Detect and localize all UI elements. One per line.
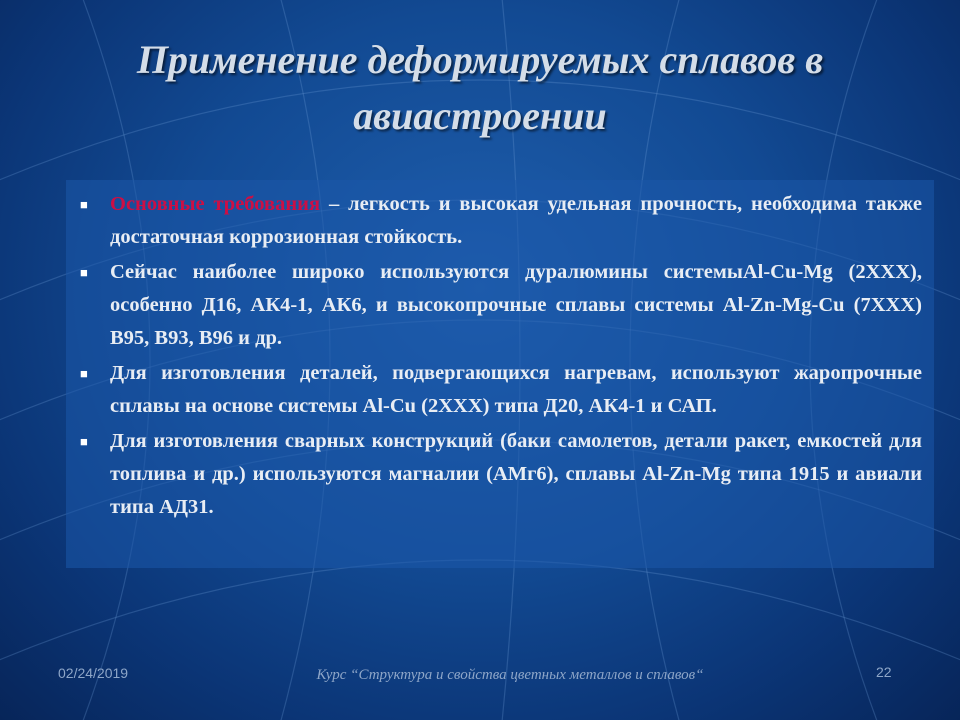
footer-course-title: Курс “Структура и свойства цветных металлов и сплавов“ — [316, 667, 704, 683]
bullet-text: Для изготовления деталей, подвергающихся нагревам, используют жаропрочные сплавы на основе системы Al-Cu (2ХХХ) типа Д20, АК4-1 и САП. — [110, 362, 922, 417]
slide-title-line-1: Применение деформируемых сплавов в — [136, 37, 824, 82]
bullet-text: Для изготовления сварных конструкций (баки самолетов, детали ракет, емкостей для топлива и др.) используются магналии (АМг6), сплавы Al-Zn-Mg типа 1915 и авиали типа АД31. — [110, 430, 922, 518]
bullet-list — [78, 188, 922, 524]
square-bullet-icon: ■ — [80, 366, 88, 381]
requirements-highlight: Основные требования — [110, 193, 321, 215]
slide-title — [60, 32, 900, 144]
bullet-item — [78, 188, 922, 254]
footer-date: 02/24/2019 — [58, 665, 129, 681]
bullet-item — [78, 425, 922, 524]
slide-title-line-2: авиастроении — [353, 93, 607, 138]
square-bullet-icon: ■ — [80, 197, 88, 212]
content-box — [66, 180, 934, 568]
bullet-item — [78, 256, 922, 355]
square-bullet-icon: ■ — [80, 434, 88, 449]
square-bullet-icon: ■ — [80, 265, 88, 280]
bullet-item — [78, 357, 922, 423]
bullet-text: Сейчас наиболее широко используются дуралюмины системыAl-Cu-Mg (2ХХХ), особенно Д16, АК4-1, АК6, и высокопрочные сплавы системы Al-Zn-Mg-Cu (7ХХХ) В95, В93, В96 и др. — [110, 261, 922, 349]
bullet-text: – легкость и высокая удельная прочность, необходима также достаточная коррозионная стойкость. — [110, 193, 922, 248]
page-number: 22 — [876, 664, 892, 680]
